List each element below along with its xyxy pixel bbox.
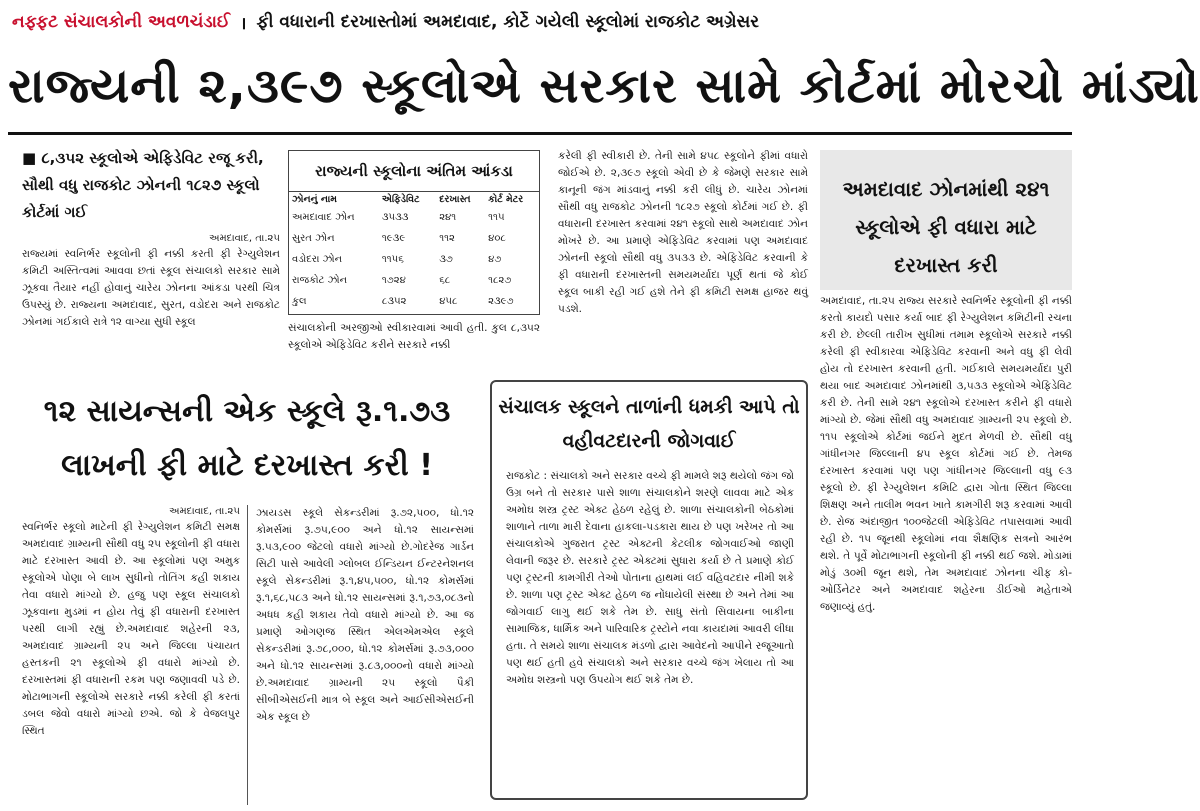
kicker-left: નફ્ફટ સંચાલકોની અવળચંડાઈ [12, 12, 230, 32]
story1-col2-text: સંચાલકોની અરજીઓ સ્વીકારવામાં આવી હતી. કુલ ૮,૩૫૨ સ્કૂલોએ એફિડેવિટ કરીને સરકારે નક્કી [288, 322, 540, 351]
table-row-total [289, 291, 539, 312]
table-cell: ૧૧૫ [488, 212, 505, 223]
table-cell: ૪૫૮ [439, 296, 458, 307]
table-row [289, 249, 539, 270]
table-cell: ૨૪૧ [439, 212, 457, 223]
table-cell: ૧૧૨ [439, 233, 455, 244]
story3-box [490, 380, 808, 800]
story3-headline: સંચાલક સ્કૂલને તાળાંની ધમકી આપે તો વહીવટદારની જોગવાઈ [498, 396, 800, 452]
column-divider [247, 505, 248, 805]
ahmedabad-body: અમદાવાદ, તા.૨૫ રાજ્ય સરકારે સ્વનિર્ભર સ્કૂલોની ફી નક્કી કરતો કાયદો પસાર કર્યા બાદ ફી રેગ્યુલેશન કમિટીની રચના કરી છે. છેલ્લી તારીખ સુધીમાં તમામ સ્કૂલોએ સરકારે નક્કી કરેલી ફી સ્વીકારવા એફિડેવિટ કરવાની અને વધુ ફી લેવી હોય તો દરખાસ્ત કરવાની હતી. ગઈકાલે સમયમર્યાદા પુરી થયા બાદ અમદાવાદ ઝોનમાંથી ૩,૫૩૩ સ્કૂલોએ એફિડેવિટ કરી છે. તેની સામે ૨૪૧ સ્કૂલોએ દરખાસ્ત કરીને ફી વધારો માંગ્યો છે. જેમાં સૌથી વધુ અમદાવાદ ગ્રામ્યની ૨૫ સ્કૂલો છે. ૧૧૫ સ્કૂલોએ કોર્ટમાં જઈને મુદત મેળવી છે. સૌથી વધુ ગાંધીનગર જિલ્લાની ૪૫ સ્કૂલ કોર્ટમાં ગઈ છે. તેમજ દરખાસ્ત કરવામાં પણ પણ ગાંધીનગર જિલ્લાની વધુ ૯૩ સ્કૂલો છે. ફી રેગ્યુલેશન કમિટિ દ્વારા ગોતા સ્થિત જિલ્લા શિક્ષણ અને તાલીમ ભવન ખાતે કામગીરી શરૂ કરવામાં આવી છે. રોજ અંદાજીત ૧૦૦જેટલી એફિડેવિટ તપાસવામાં આવી રહી છે. ૧૫ જૂનથી સ્કૂલોમાં નવા શૈક્ષણિક સત્રનો આરંભ થશે. તે પૂર્વે મોટાભાગની સ્કૂલોની ફી નક્કી થઈ જશે. મોડામાં મોડું ૩૦મી જૂન થશે, તેમ અમદાવાદ ઝોનના ચીફ કો-ઓર્ડિનેટર અને અમદાવાદ શહેરના ડીઈઓ મહેતાએ જણાવ્યું હતું. [820, 295, 1072, 613]
table-cell: ૨૩૯૭ [488, 296, 514, 307]
table-cell: વડોદરા ઝોન [292, 254, 343, 265]
table-cell: ૧૭૨૪ [381, 275, 406, 286]
table-cell: ૧૯૩૯ [381, 233, 406, 244]
stats-header-affidavit: એફિડેવિટ [381, 194, 420, 205]
ahmedabad-box-title: અમદાવાદ ઝોનમાંથી ૨૪૧ સ્કૂલોએ ફી વધારા માટે દરખાસ્ત કરી [820, 150, 1072, 290]
table-cell: રાજકોટ ઝોન [292, 275, 348, 286]
table-cell: ૮૩૫૨ [381, 296, 407, 307]
table-cell: ૧૮૨૭ [488, 275, 512, 286]
table-cell: ૬૮ [439, 275, 451, 286]
stats-header-court: કોર્ટ મેટર [488, 194, 524, 205]
story1-col3-text: કરેલી ફી સ્વીકારી છે. તેની સામે ૪૫૮ સ્કૂલોને ફીમાં વધારો જોઈએ છે. ૨,૩૯૭ સ્કૂલો એવી છે કે જેમણે સરકાર સામે કાનૂની જંગ માંડવાનું નક્કી કરી લીધું છે. ચારેય ઝોનમાં સૌથી વધુ રાજકોટ ઝોનની ૧૮૨૭ સ્કૂલો કોર્ટમાં ગઈ છે. ફી વધારાની દરખાસ્ત કરવામાં ૨૪૧ સ્કૂલો સાથે અમદાવાદ ઝોન મોખરે છે. આ પ્રમાણે એફિડેવિટ કરવામાં પણ અમદાવાદ ઝોનની સ્કૂલો સૌથી વધુ ૩૫૩૩ છે. એફિડેવિટ કરવાની કે ફી વધારાની દરખાસ્તની સમયમર્યાદા પૂર્ણ થતાં જે કોઈ સ્કૂલ બાકી રહી ગઈ હશે તેને ફી કમિટી સમક્ષ હાજર થવું પડશે. [558, 150, 808, 315]
story1-subhead: ■ ૮,૩૫૨ સ્કૂલોએ એફિડેવિટ રજૂ કરી, સૌથી વધુ રાજકોટ ઝોનની ૧૮૨૭ સ્કૂલો કોર્ટમાં ગઈ [22, 149, 264, 221]
stats-table-box [288, 150, 540, 315]
table-cell: ૪૦૮ [488, 233, 506, 244]
story2-headline: ૧૨ સાયન્સની એક સ્કૂલે રૂ.૧.૭૩ લાખની ફી માટે દરખાસ્ત કરી ! [43, 394, 451, 483]
table-cell: ૧૧૫૬ [381, 254, 404, 265]
story1-col1-text: રાજ્યમાં સ્વનિર્ભર સ્કૂલોની ફી નક્કી કરતી ફી રેગ્યુલેશન કમિટી અસ્તિત્વમાં આવવા છતાં સ્કૂલ સંચાલકો સરકાર સામે ઝૂકવા તૈયાર નહીં હોવાનું ચારેય ઝોનના આંકડા પરથી ચિત્ર ઉપસ્યું છે. રાજ્યના અમદાવાદ, સુરત, વડોદરા અને રાજકોટ ઝોનમાં ગઈકાલે રાત્રે ૧૨ વાગ્યા સુધી સ્કૂલ [22, 248, 280, 328]
story2-col2-text: ઝાયડસ સ્કૂલે સેકન્ડરીમાં રૂ.૭૨,૫૦૦, ધો.૧૨ કોમર્સમાં રૂ.૭૫,૯૦૦ અને ધો.૧૨ સાયન્સમાં રૂ.૫૩,૯૦૦ જેટલો વધારો માંગ્યો છે.ગોદરેજ ગાર્ડન સિટી પાસે આવેલી ગ્લોબલ ઈન્ડિયન ઈન્ટરનેશનલ સ્કૂલે સેકન્ડરીમાં રૂ.૧,૪૫,૫૦૦, ધો.૧૨ કોમર્સમાં રૂ.૧,૬૮,૫૮૩ અને ધો.૧૨ સાયન્સમાં રૂ.૧,૭૩,૦૮૩નો અધધ કહી શકાય તેવો વધારો માંગ્યો છે. આ જ પ્રમાણે ઓગણજ સ્થિત એલએમએલ સ્કૂલે સેકન્ડરીમાં રૂ.૭૮,૦૦૦, ધો.૧૨ કોમર્સમાં રૂ.૭૩,૦૦૦ અને ધો.૧૨ સાયન્સમાં રૂ.૮૩,૦૦૦નો વધારો માંગ્યો છે.અમદાવાદ ગ્રામ્યની ૨૫ સ્કૂલો પૈકી સીબીએસઈની માત્ર બે સ્કૂલ અને આઈસીએસઈની એક સ્કૂલ છે [256, 507, 474, 723]
headline-rule [8, 132, 1072, 135]
table-cell: અમદાવાદ ઝોન [292, 212, 355, 223]
table-row [289, 207, 539, 228]
table-cell: કુલ [292, 296, 307, 307]
table-cell: ૪૭ [488, 254, 502, 265]
main-headline: રાજ્યની ૨,૩૯૭ સ્કૂલોએ સરકાર સામે કોર્ટમાં મોરચો માંડ્યો [8, 58, 1200, 114]
table-cell: ૩૭ [439, 254, 453, 265]
table-row [289, 270, 539, 291]
stats-table-title: રાજ્યની સ્કૂલોના અંતિમ આંકડા [289, 151, 539, 192]
stats-header-proposal: દરખાસ્ત [439, 194, 471, 205]
story2-col1-text: સ્વનિર્ભર સ્કૂલો માટેની ફી રેગ્યુલેશન કમિટી સમક્ષ અમદાવાદ ગ્રામ્યની સૌથી વધુ ૨૫ સ્કૂલોની ફી વધારા માટે દરખાસ્ત આવી છે. આ સ્કૂલોમાં પણ અમુક સ્કૂલોએ પોણા બે લાખ સુધીનો તોતિંગ કહી શકાય તેવા વધારો માંગ્યો છે. હજુ પણ સ્કૂલ સંચાલકો ઝૂકવાના મુડમાં ન હોય તેવું ફી વધારાની દરખાસ્ત પરથી લાગી રહ્યું છે.અમદાવાદ શહેરની ૨૩, અમદાવાદ ગ્રામ્યની ૨૫ અને જિલ્લા પંચાયત હસ્તકની ૨૧ સ્કૂલોએ ફી વધારો માંગ્યો છે. દરખાસ્તમાં ફી વધારાની રકમ પણ જણાવવી પડે છે. મોટાભાગની સ્કૂલોએ સરકારે નક્કી કરેલી ફી કરતાં ડબલ જેવો વધારો માંગ્યો છએ. જો કે વેજલપુર સ્થિત [22, 521, 240, 737]
story2-dateline: અમદાવાદ, તા.૨૫ [169, 506, 240, 517]
table-row [289, 228, 539, 249]
stats-header-zone: ઝોનનું નામ [292, 194, 338, 205]
table-cell: સુરત ઝોન [292, 233, 335, 244]
stats-table [289, 192, 539, 312]
story1-col1 [22, 232, 280, 367]
stats-table-header-row [289, 192, 539, 207]
kicker-right: ફી વધારાની દરખાસ્તોમાં અમદાવાદ, કોર્ટે ગયેલી સ્કૂલોમાં રાજકોટ અગ્રેસર [256, 12, 760, 32]
table-cell: ૩૫૩૩ [381, 212, 409, 223]
kicker-separator: । [240, 13, 247, 34]
kicker-line [12, 4, 1072, 40]
story3-body: રાજકોટ : સંચાલકો અને સરકાર વચ્ચે ફી મામલે શરૂ થયેલો જંગ જો ઉગ્ર બને તો સરકાર પાસે શાળા સંચાલકોને શરણે લાવવા માટે એક અમોઘ શસ્ત્ર ટ્રસ્ટ એક્ટ હેઠળ રહેલું છે. શાળા સંચાલકોની બેઠકોમાં શાળાને તાળા મારી દેવાના હાકલા-પડકારા થાય છે પણ ખરેખર તો આ સંચાલકોએ ગુજરાત ટ્રસ્ટ એક્ટની કેટલીક જોગવાઈઓ જાણી લેવાની જરૂર છે. સરકારે ટ્રસ્ટ એક્ટમાં સુધારા કર્યા છે તે પ્રમાણે કોઈ પણ ટ્રસ્ટની કામગીરી તેઓ પોતાના હાથમાં લઈ વહિવટદાર નીમી શકે છે. શાળા પણ ટ્રસ્ટ એક્ટ હેઠળ જ નોંધાયેલી સંસ્થા છે અને તેમાં આ જોગવાઈ લાગુ થઈ શકે તેમ છે. સાધુ સંતો સિવાયના બાકીના સામાજિક, ધાર્મિક અને પારિવારિક ટ્રસ્ટોને નવા કાયદામાં આવરી લીધા હતા. તે સમયે શાળા સંચાલક મંડળો દ્વારા આવેદનો આપીને રજૂઆતો પણ થઈ હતી હવે સંચાલકો અને સરકાર વચ્ચે જંગ ખેલાય તો આ અમોઘ શસ્ત્રનો પણ ઉપયોગ થઈ શકે તેમ છે. [506, 470, 794, 686]
story2-col1 [22, 505, 240, 805]
story1-dateline: અમદાવાદ, તા.૨૫ [209, 233, 280, 244]
